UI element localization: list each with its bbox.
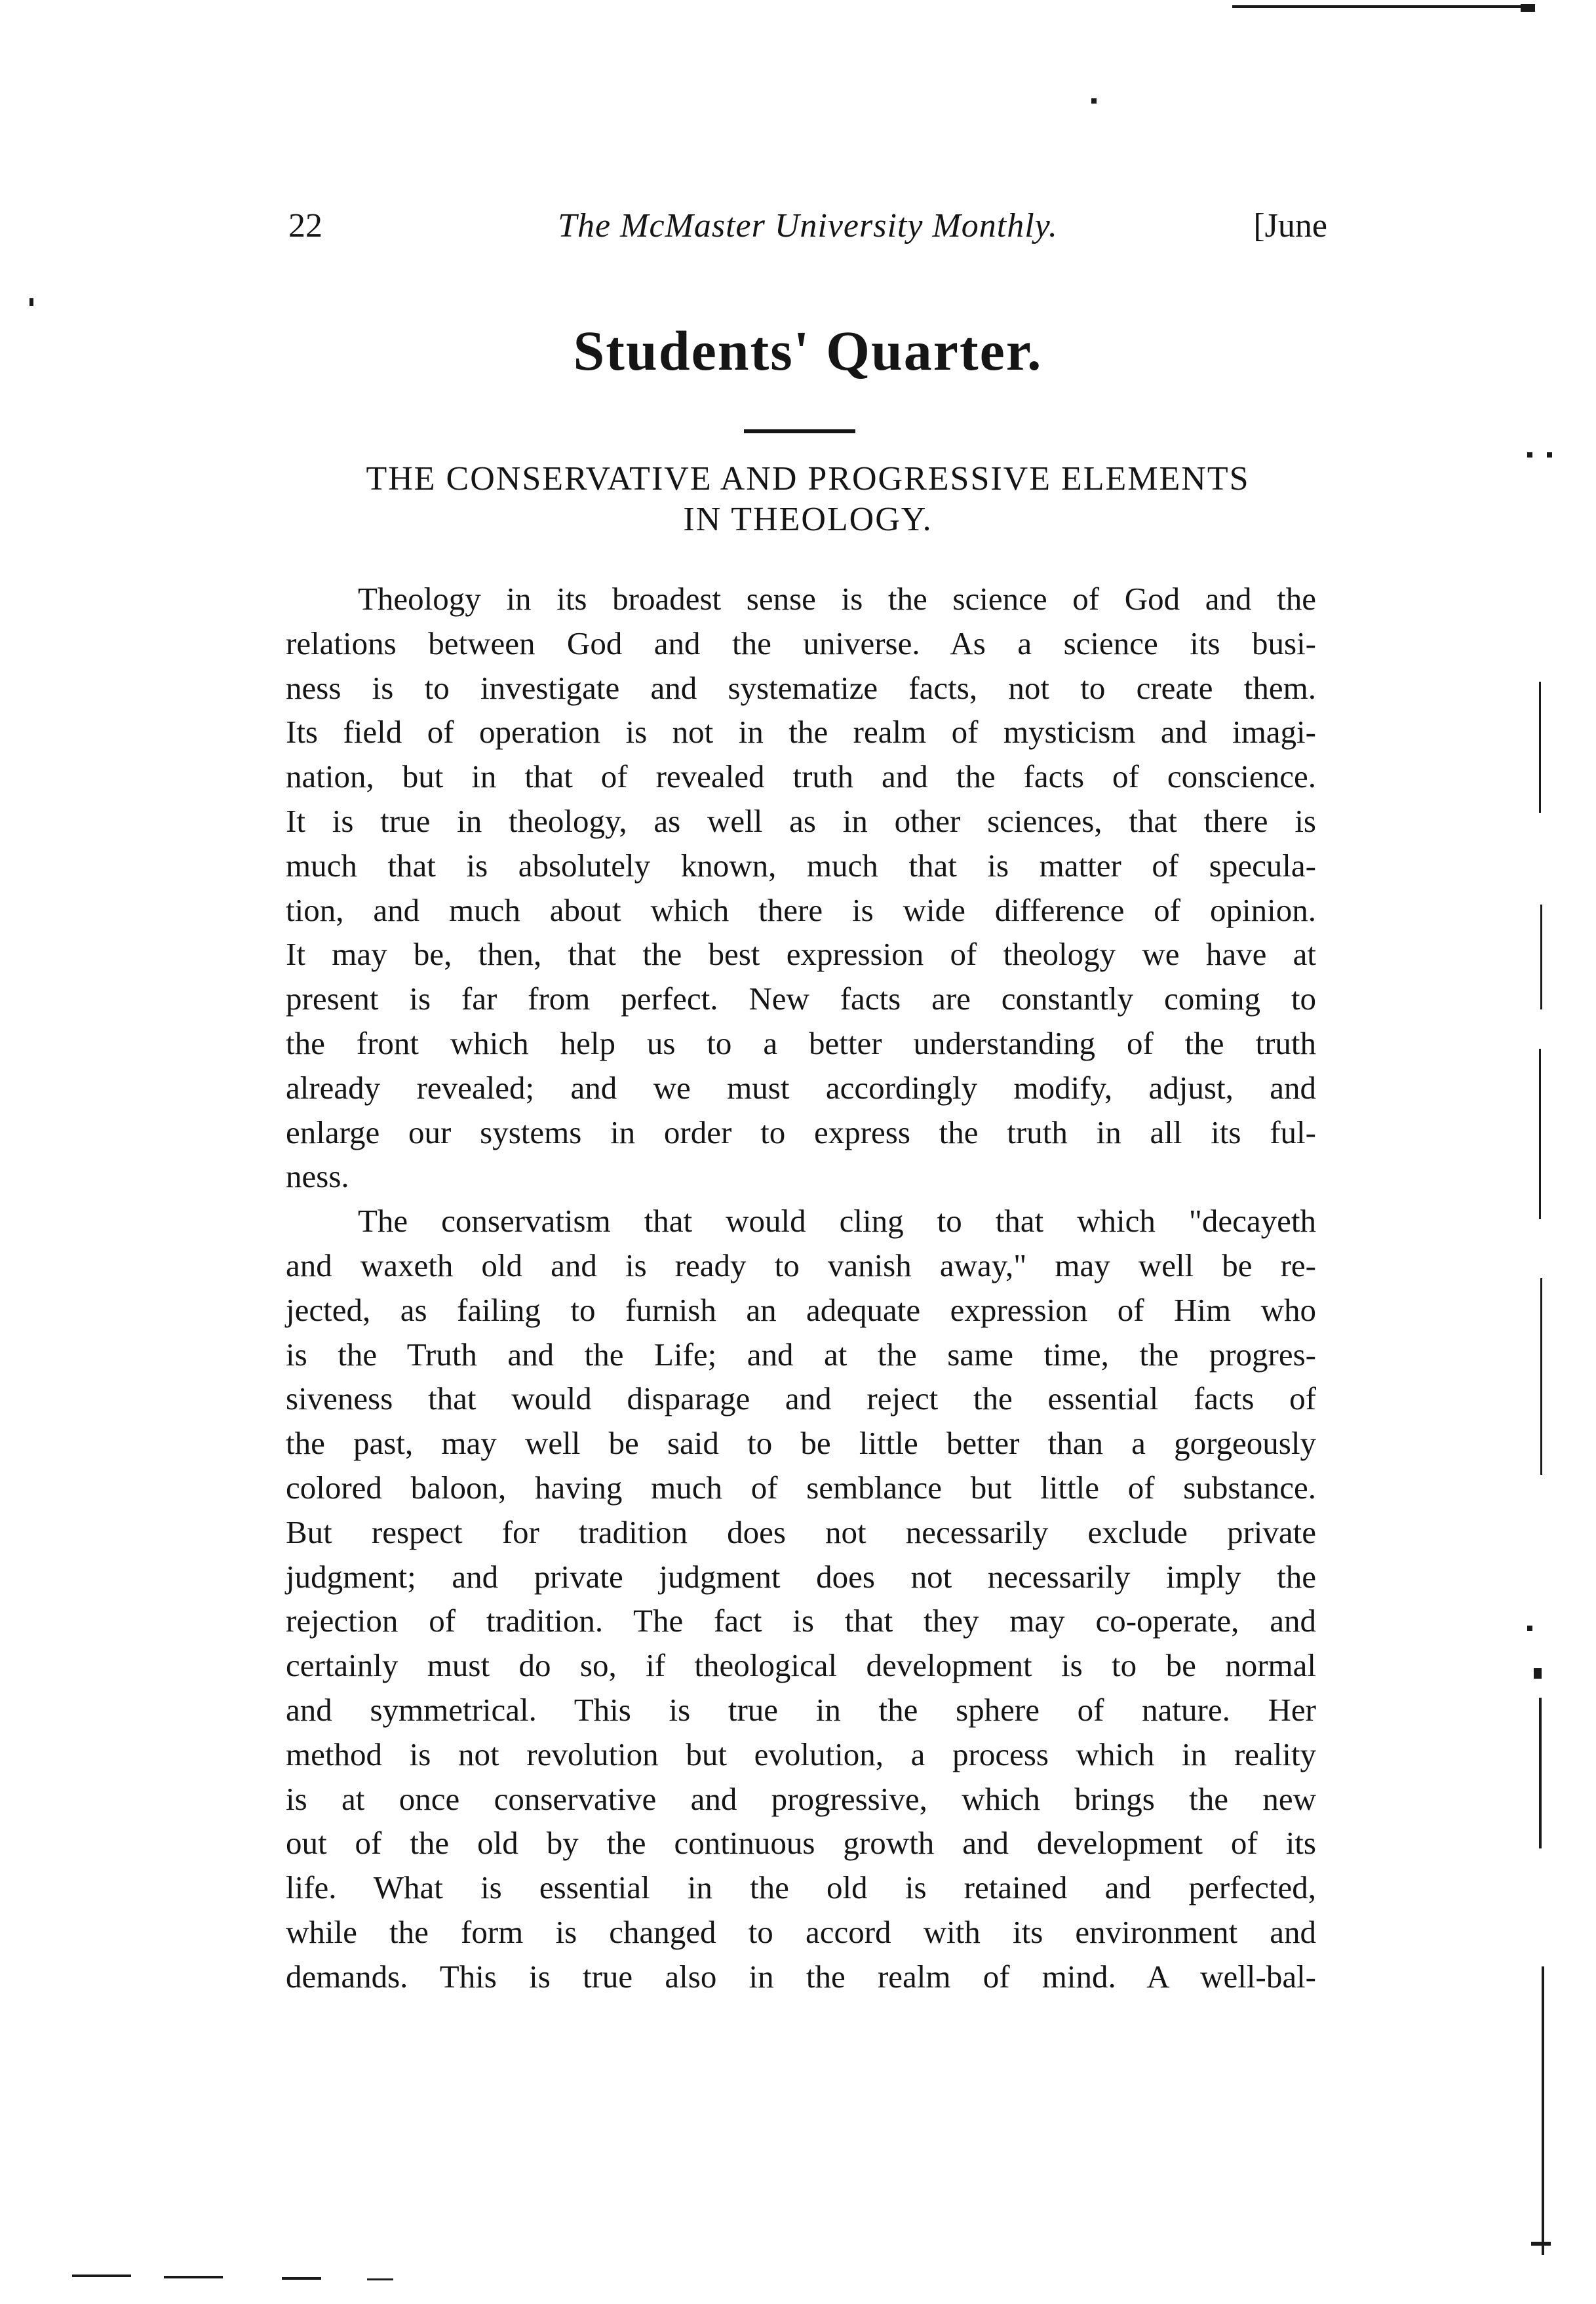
body-line: the past, may well be said to be little better than a gorgeously (286, 1425, 1316, 1462)
running-head (288, 200, 1327, 252)
scan-bottom-dash-3 (282, 2277, 321, 2280)
body-line: present is far from perfect. New facts are constantly coming to (286, 981, 1316, 1017)
body-line: relations between God and the universe. As a science its busi- (286, 625, 1316, 661)
body-line: already revealed; and we must accordingly modify, adjust, and (286, 1069, 1316, 1106)
body-line: It may be, then, that the best expression of theology we have at (286, 936, 1316, 973)
scan-edge-tick (1531, 2242, 1551, 2246)
body-line: is the Truth and the Life; and at the same time, the progres- (286, 1336, 1316, 1373)
body-line: Its field of operation is not in the realm of mysticism and imagi- (286, 714, 1316, 751)
body-line: is at once conservative and progressive, which brings the new (286, 1780, 1316, 1817)
body-line: certainly must do so, if theological development is to be normal (286, 1647, 1316, 1684)
body-line: much that is absolutely known, much that is matter of specula- (286, 847, 1316, 884)
scan-speck-right-3 (1527, 1626, 1532, 1631)
scan-bottom-dash-4 (367, 2278, 393, 2280)
body-line: while the form is changed to accord with its environment and (286, 1913, 1316, 1950)
body-line: It is true in theology, as well as in other sciences, that there is (286, 802, 1316, 839)
title-rule (744, 429, 855, 433)
body-line: method is not revolution but evolution, a process which in reality (286, 1736, 1316, 1772)
body-line: out of the old by the continuous growth and development of its (286, 1825, 1316, 1862)
scan-bottom-dash-1 (72, 2275, 131, 2277)
body-line: and symmetrical. This is true in the sphere of nature. Her (286, 1691, 1316, 1728)
body-line: siveness that would disparage and reject the essential facts of (286, 1380, 1316, 1417)
scan-bottom-dash-2 (164, 2276, 223, 2278)
body-line: colored baloon, having much of semblance but little of substance. (286, 1469, 1316, 1506)
article-title (288, 459, 1327, 540)
body-line: judgment; and private judgment does not necessarily imply the (286, 1558, 1316, 1595)
scan-edge-line-4 (1540, 1278, 1542, 1475)
body-line: nation, but in that of revealed truth and the facts of conscience. (286, 758, 1316, 795)
scan-edge-line-2 (1540, 905, 1542, 1009)
body-line: But respect for tradition does not necessarily exclude private (286, 1513, 1316, 1550)
body-line: Theology in its broadest sense is the science of God and the (358, 581, 1316, 617)
body-line: tion, and much about which there is wide difference of opinion. (286, 891, 1316, 928)
scan-speck-top (1091, 98, 1097, 104)
scan-speck-left (29, 298, 33, 306)
scan-edge-line-5 (1539, 1698, 1542, 1848)
body-line: rejection of tradition. The fact is that they may co-operate, and (286, 1603, 1316, 1639)
scan-edge-line-3 (1539, 1049, 1541, 1219)
scan-speck-right-2 (1547, 452, 1552, 458)
scan-edge-rule-top (1232, 5, 1521, 8)
article-title-line-2: IN THEOLOGY. (683, 501, 933, 538)
scan-speck-right-1 (1527, 452, 1532, 458)
body-line: demands. This is true also in the realm of mind. A well-bal- (286, 1958, 1316, 1995)
scan-edge-line-6 (1542, 1966, 1544, 2255)
scan-speck-right-4 (1534, 1668, 1542, 1679)
scan-edge-line-1 (1539, 682, 1541, 813)
body-line: ness. (286, 1158, 349, 1195)
body-line: The conservatism that would cling to that which "decayeth (358, 1203, 1316, 1240)
issue-month: [June (1253, 207, 1327, 244)
page-number: 22 (288, 207, 322, 244)
scan-edge-mark-top (1521, 4, 1535, 12)
body-line: life. What is essential in the old is retained and perfected, (286, 1869, 1316, 1906)
body-line: enlarge our systems in order to express the truth in all its ful- (286, 1114, 1316, 1150)
section-title: Students' Quarter. (573, 319, 1043, 382)
body-line: jected, as failing to furnish an adequate expression of Him who (286, 1291, 1316, 1328)
journal-title: The McMaster University Monthly. (558, 207, 1058, 244)
body-line: and waxeth old and is ready to vanish away," may well be re- (286, 1247, 1316, 1283)
article-title-line-1: THE CONSERVATIVE AND PROGRESSIVE ELEMENTS (366, 460, 1250, 498)
body-line: ness is to investigate and systematize facts, not to create them. (286, 669, 1316, 706)
article-body (286, 577, 1316, 1999)
body-line: the front which help us to a better understanding of the truth (286, 1025, 1316, 1061)
